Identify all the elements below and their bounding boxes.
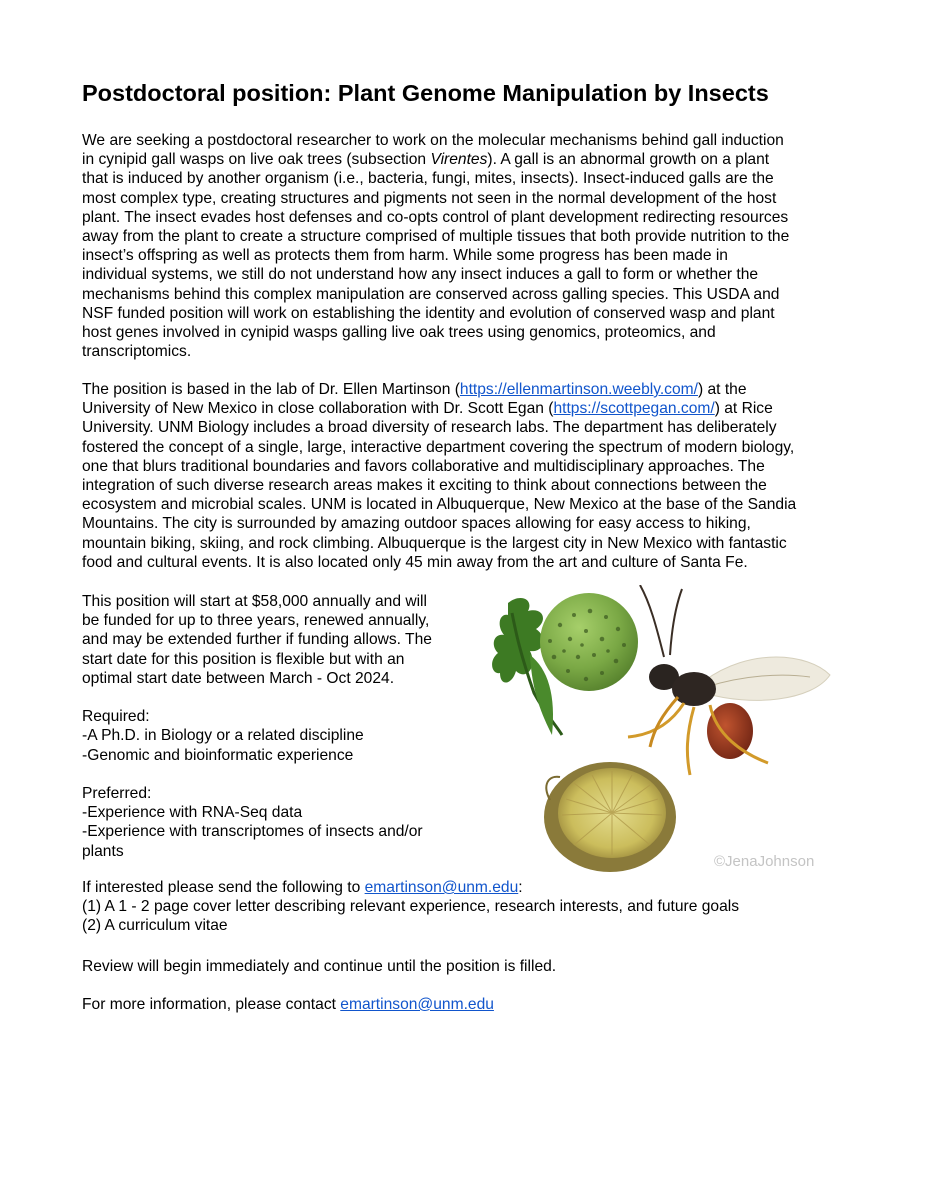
pegan-lab-link[interactable]: https://scottpegan.com/ (553, 400, 715, 418)
text-line: one that blurs traditional boundaries and favors collaborative and multidisciplinary approaches. The (82, 457, 765, 475)
photo-credit: ©JenaJohnson (714, 853, 815, 870)
text-line: If interested please send the following to emartinson@unm.edu: (82, 879, 523, 896)
text-line: University. UNM Biology includes a broad diversity of research labs. The department has deliberately (82, 419, 777, 437)
text-line: be funded for up to three years, renewed annually, (82, 612, 430, 630)
required-item: -A Ph.D. in Biology or a related discipline (82, 727, 364, 745)
lab-paragraph (82, 380, 796, 572)
text-line: mountain biking, skiing, and rock climbing. Albuquerque is the largest city in New Mexico with fantastic (82, 534, 787, 552)
text-line: integration of such diverse research areas makes it exciting to think about connections between the (82, 477, 767, 495)
preferred-heading: Preferred: (82, 785, 152, 802)
green-gall-icon (540, 593, 638, 691)
application-instructions (82, 878, 739, 936)
text-line: individual systems, we still do not understand how any insect induces a gall to form or whether the (82, 266, 759, 284)
text-line: in cynipid gall wasps on live oak trees (subsection Virentes). A gall is an abnormal growth on a plant (82, 151, 770, 169)
text-line: fostered the concept of a single, large, interactive department covering the spectrum of modern biology, (82, 438, 795, 456)
text-line: food and cultural events. It is also located only 45 min away from the art and culture of Santa Fe. (82, 553, 748, 571)
page-title: Postdoctoral position: Plant Genome Manipulation by Insects (82, 80, 769, 106)
required-item: -Genomic and bioinformatic experience (82, 746, 354, 764)
preferred-item: plants (82, 842, 124, 860)
text-line: host genes involved in cynipid wasps galling live oak trees using genomics, proteomics, and (82, 324, 716, 342)
subsection-name: Virentes (430, 151, 488, 169)
text-line: optimal start date between March - Oct 2024. (82, 669, 395, 687)
text-line: away from the plant to create a structure comprised of multiple tissues that both provide nutrition to the (82, 228, 790, 246)
review-notice: Review will begin immediately and continue until the position is filled. (82, 958, 557, 975)
text-line: plant. The insect evades host defenses and co-opts control of plant development redirecting resources (82, 208, 789, 226)
position-details (82, 592, 432, 861)
martinson-lab-link[interactable]: https://ellenmartinson.weebly.com/ (459, 381, 698, 398)
text-line: Mountains. The city is surrounded by amazing outdoor spaces allowing for easy access to hiking, (82, 515, 751, 533)
contact-email-link[interactable]: emartinson@unm.edu (364, 879, 519, 896)
preferred-item: -Experience with transcriptomes of insects and/or (82, 823, 423, 841)
text-line: (1) A 1 - 2 page cover letter describing relevant experience, research interests, and future goals (82, 898, 740, 916)
text-line: NSF funded position will work on establishing the identity and evolution of conserved wasp and plant (82, 304, 775, 322)
text-line: insect’s offspring as well as protects them from harm. While some progress has been made in (82, 247, 728, 265)
required-heading: Required: (82, 708, 150, 726)
text-line: that is induced by another organism (i.e., bacteria, fungi, mites, insects). Insect-induced galls are the (82, 170, 774, 188)
gall-wasp-photo (490, 585, 835, 875)
text-line: most complex type, creating structures and pigments not seen in the normal development of the host (82, 189, 777, 207)
text-line: This position will start at $58,000 annually and will (82, 593, 427, 610)
text-line: We are seeking a postdoctoral researcher to work on the molecular mechanisms behind gall induction (82, 132, 784, 149)
text-line: University of New Mexico in close collaboration with Dr. Scott Egan (https://scottpegan.com/) at Rice (82, 400, 773, 418)
preferred-item: -Experience with RNA-Seq data (82, 804, 303, 822)
intro-paragraph (82, 131, 789, 361)
text-line: and may be extended further if funding allows. The (82, 631, 432, 649)
wasp-icon (628, 585, 830, 775)
halved-gall-icon (544, 762, 676, 872)
text-line: (2) A curriculum vitae (82, 917, 228, 935)
text-line: The position is based in the lab of Dr. Ellen Martinson (https://ellenmartinson.weebly.com/) at the (82, 381, 747, 398)
text-line: ecosystem and microbial scales. UNM is located in Albuquerque, New Mexico at the base of the Sandia (82, 496, 797, 514)
text-line: start date for this position is flexible but with an (82, 650, 405, 668)
text-line: mechanisms behind this complex manipulation are conserved across galling species. This USDA and (82, 285, 780, 303)
info-email-link[interactable]: emartinson@unm.edu (340, 996, 494, 1013)
text-line: transcriptomics. (82, 343, 192, 361)
contact-line: For more information, please contact emartinson@unm.edu (82, 996, 494, 1013)
